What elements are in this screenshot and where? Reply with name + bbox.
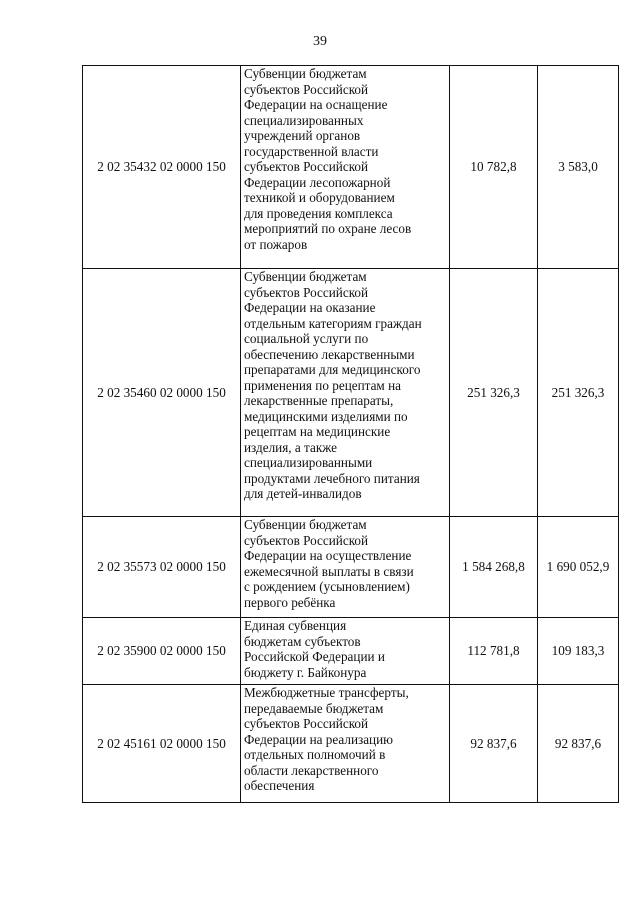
- budget-code-cell: 2 02 45161 02 0000 150: [83, 685, 241, 803]
- revenue-name-text: Единая субвенция бюджетам субъектов Российской Федерации и бюджету г. Байконура: [244, 618, 385, 680]
- table-row: [83, 517, 619, 618]
- budget-code-cell: 2 02 35573 02 0000 150: [83, 517, 241, 618]
- table-row: [83, 618, 619, 685]
- revenue-name-text: Субвенции бюджетам субъектов Российской Федерации на осуществление ежемесячной выплаты в связи с рождением (усыновлением) первого ребёнка: [244, 517, 414, 610]
- amount-year1-cell: 10 782,8: [450, 66, 538, 269]
- revenue-name-cell: [241, 685, 450, 803]
- table-row: [83, 685, 619, 803]
- amount-year2-cell: 92 837,6: [538, 685, 619, 803]
- amount-year1-cell: 92 837,6: [450, 685, 538, 803]
- budget-code-cell: 2 02 35900 02 0000 150: [83, 618, 241, 685]
- amount-year1-cell: 112 781,8: [450, 618, 538, 685]
- table-body: [83, 66, 619, 803]
- revenue-name-cell: [241, 66, 450, 269]
- amount-year2-cell: 251 326,3: [538, 269, 619, 517]
- revenue-name-text: Субвенции бюджетам субъектов Российской Федерации на оказание отдельным категориям граждан социальной услуги по обеспечению лекарственными препаратами для медицинского применения по рецептам на лекарственные препараты, медицинскими изделиями по рецептам на медицинские изделия, а также специализированными продуктами лечебного питания для детей-инвалидов: [244, 269, 422, 501]
- budget-table: [82, 65, 619, 803]
- budget-code-cell: 2 02 35460 02 0000 150: [83, 269, 241, 517]
- page-number: 39: [313, 34, 327, 49]
- revenue-name-cell: [241, 517, 450, 618]
- revenue-name-cell: [241, 618, 450, 685]
- amount-year2-cell: 1 690 052,9: [538, 517, 619, 618]
- table-row: [83, 269, 619, 517]
- revenue-name-cell: [241, 269, 450, 517]
- table-row: [83, 66, 619, 269]
- revenue-name-text: Межбюджетные трансферты, передаваемые бюджетам субъектов Российской Федерации на реализацию отдельных полномочий в области лекарственного обеспечения: [244, 685, 409, 793]
- amount-year1-cell: 251 326,3: [450, 269, 538, 517]
- budget-code-cell: 2 02 35432 02 0000 150: [83, 66, 241, 269]
- revenue-name-text: Субвенции бюджетам субъектов Российской Федерации на оснащение специализированных учреждений органов государственной власти субъектов Российской Федерации лесопожарной техникой и оборудованием для проведения комплекса мероприятий по охране лесов от пожаров: [244, 66, 412, 252]
- amount-year2-cell: 3 583,0: [538, 66, 619, 269]
- amount-year1-cell: 1 584 268,8: [450, 517, 538, 618]
- amount-year2-cell: 109 183,3: [538, 618, 619, 685]
